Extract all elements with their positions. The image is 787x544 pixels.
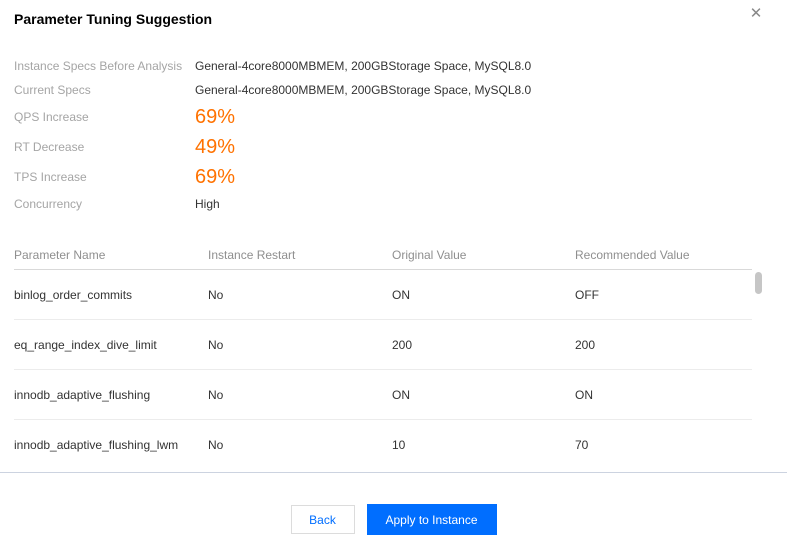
info-row <box>14 78 773 102</box>
cell-parameter-name: innodb_adaptive_flushing <box>14 387 151 402</box>
parameter-table <box>14 240 752 470</box>
info-label: Concurrency <box>14 197 83 211</box>
cell-parameter-name: binlog_order_commits <box>14 287 133 302</box>
info-row <box>14 192 773 216</box>
info-value-tps: 69% <box>195 165 236 188</box>
column-header-recommended-value: Recommended Value <box>575 247 690 262</box>
close-button[interactable] <box>746 4 766 24</box>
back-button[interactable]: Back <box>291 505 355 534</box>
info-value: General-4core8000MBMEM, 200GBStorage Space, MySQL8.0 <box>195 83 532 97</box>
cell-instance-restart: No <box>208 287 224 302</box>
dialog-footer <box>0 504 787 535</box>
info-section <box>14 54 773 216</box>
table-row <box>14 270 752 320</box>
cell-instance-restart: No <box>208 438 224 452</box>
column-header-instance-restart: Instance Restart <box>208 247 296 262</box>
table-scrollbar-thumb[interactable] <box>755 272 762 294</box>
cell-original-value: 200 <box>392 337 413 352</box>
info-row <box>14 162 773 192</box>
info-label: Instance Specs Before Analysis <box>14 59 183 73</box>
table-row <box>14 370 752 420</box>
info-label: QPS Increase <box>14 110 89 124</box>
info-label: TPS Increase <box>14 170 87 184</box>
cell-parameter-name: eq_range_index_dive_limit <box>14 337 157 352</box>
info-value-concurrency: High <box>195 197 220 211</box>
info-label: Current Specs <box>14 83 91 97</box>
apply-to-instance-button[interactable]: Apply to Instance <box>367 504 497 535</box>
info-row <box>14 102 773 132</box>
info-row <box>14 54 773 78</box>
close-icon: ✕ <box>749 5 763 22</box>
column-header-parameter-name: Parameter Name <box>14 247 106 262</box>
info-value: General-4core8000MBMEM, 200GBStorage Space, MySQL8.0 <box>195 59 532 73</box>
info-value-rt: 49% <box>195 135 236 158</box>
info-value-qps: 69% <box>195 105 236 128</box>
cell-recommended-value: OFF <box>575 287 599 302</box>
cell-original-value: ON <box>392 387 410 402</box>
table-row <box>14 320 752 370</box>
cell-parameter-name: innodb_adaptive_flushing_lwm <box>14 438 179 452</box>
table-header-row <box>14 240 752 270</box>
table-row <box>14 420 752 470</box>
dialog-header <box>0 0 787 27</box>
cell-recommended-value: 70 <box>575 438 589 452</box>
cell-instance-restart: No <box>208 387 224 402</box>
cell-original-value: ON <box>392 287 410 302</box>
info-row <box>14 132 773 162</box>
dialog-title: Parameter Tuning Suggestion <box>14 11 213 27</box>
cell-instance-restart: No <box>208 337 224 352</box>
info-label: RT Decrease <box>14 140 85 154</box>
cell-original-value: 10 <box>392 438 406 452</box>
parameter-table-section <box>0 240 787 473</box>
cell-recommended-value: 200 <box>575 337 596 352</box>
column-header-original-value: Original Value <box>392 247 467 262</box>
cell-recommended-value: ON <box>575 387 593 402</box>
